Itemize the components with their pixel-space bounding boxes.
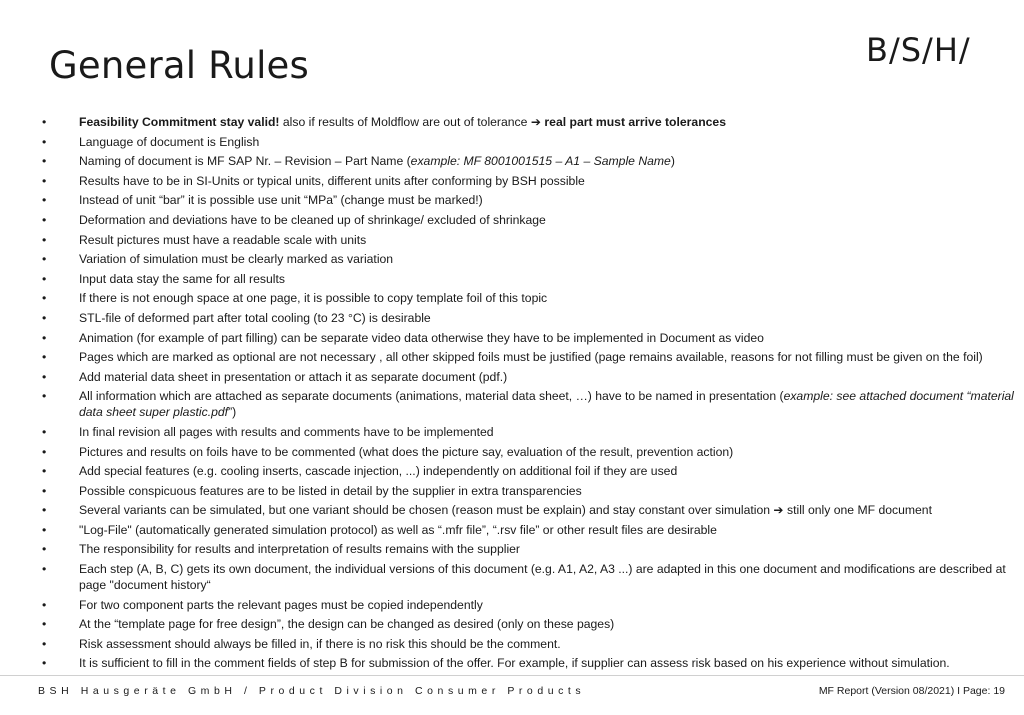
rule-item <box>0 424 1024 440</box>
rule-item <box>0 541 1024 557</box>
rule-text: Possible conspicuous features are to be listed in detail by the supplier in extra transparencies <box>79 483 582 498</box>
rule-item <box>0 232 1024 248</box>
rule-text: Pictures and results on foils have to be commented (what does the picture say, evaluation of the result, prevention action) <box>79 444 734 459</box>
rule-text: Each step (A, B, C) gets its own document, the individual versions of this document (e.g. A1, A2, A3 ...) are adapted in this one document and modifications are described at page "document history“ <box>79 562 1006 593</box>
bullet-icon: • <box>42 330 47 345</box>
rule-item <box>0 502 1024 518</box>
bullet-icon: • <box>42 542 47 557</box>
bullet-icon: • <box>42 173 47 188</box>
rule-bold-tail: real part must arrive tolerances <box>544 115 726 129</box>
bullet-icon: • <box>42 444 47 459</box>
rule-text-after: ) <box>670 154 675 169</box>
rule-text: Several variants can be simulated, but one variant should be chosen (reason must be explain) and stay constant over simulation <box>79 503 774 518</box>
rule-item <box>0 192 1024 208</box>
bullet-icon: • <box>42 350 47 365</box>
rule-item <box>0 444 1024 460</box>
rule-text: Pages which are marked as optional are not necessary , all other skipped foils must be justified (page remains available, reasons for not filling must be given on the foil) <box>79 350 983 365</box>
bullet-icon: • <box>42 310 47 325</box>
page-title: General Rules <box>49 44 309 87</box>
rule-text: also if results of Moldflow are out of tolerance <box>279 115 531 129</box>
rule-text: Variation of simulation must be clearly marked as variation <box>79 252 394 267</box>
bullet-icon: • <box>42 271 47 286</box>
rule-item <box>0 369 1024 385</box>
rule-item <box>0 655 1024 671</box>
bullet-icon: • <box>42 503 47 518</box>
bullet-icon: • <box>42 464 47 479</box>
arrow-right-icon: ➔ <box>530 115 542 129</box>
rule-item <box>0 310 1024 326</box>
bullet-icon: • <box>42 636 47 651</box>
rule-text: It is sufficient to fill in the comment fields of step B for submission of the offer. For example, if supplier can assess risk based on his experience without simulation. <box>79 656 950 671</box>
bullet-icon: • <box>42 134 47 149</box>
rule-text: At the “template page for free design”, the design can be changed as desired (only on these pages) <box>79 617 615 632</box>
rule-text: Risk assessment should always be filled in, if there is no risk this should be the comment. <box>79 636 561 651</box>
rule-text: If there is not enough space at one page, it is possible to copy template foil of this topic <box>79 291 548 306</box>
rule-item <box>0 388 1024 420</box>
bullet-icon: • <box>42 597 47 612</box>
rule-item <box>0 173 1024 189</box>
rule-text-tail: still only one MF document <box>787 503 932 518</box>
rule-italic: example: see attached document “material data sheet super plastic.pdf <box>79 389 1014 420</box>
rule-text: For two component parts the relevant pages must be copied independently <box>79 597 483 612</box>
bullet-icon: • <box>42 115 47 129</box>
rule-italic: example: MF 8001001515 – A1 – Sample Name <box>410 154 671 169</box>
rule-item <box>0 636 1024 652</box>
footer-divider <box>0 675 1024 676</box>
rule-item <box>0 251 1024 267</box>
bullet-icon: • <box>42 656 47 671</box>
rule-text: The responsibility for results and interpretation of results remains with the supplier <box>79 542 520 557</box>
rule-text: In final revision all pages with results and comments have to be implemented <box>79 424 494 439</box>
bullet-icon: • <box>42 252 47 267</box>
rule-text: Instead of unit “bar” it is possible use unit “MPa” (change must be marked!) <box>79 193 483 208</box>
rule-text: Add special features (e.g. cooling inserts, cascade injection, ...) independently on additional foil if they are used <box>79 464 678 479</box>
bullet-icon: • <box>42 617 47 632</box>
bullet-icon: • <box>42 424 47 439</box>
arrow-right-icon: ➔ <box>773 503 784 518</box>
rule-item <box>0 597 1024 613</box>
rule-item <box>0 616 1024 632</box>
rule-text: Input data stay the same for all results <box>79 271 285 286</box>
rule-item <box>0 483 1024 499</box>
bullet-icon: • <box>42 562 47 577</box>
rule-item <box>0 349 1024 365</box>
rule-item <box>0 463 1024 479</box>
rule-item <box>0 330 1024 346</box>
footer-page-info: MF Report (Version 08/2021) I Page: 19 <box>818 685 1005 697</box>
bullet-icon: • <box>42 212 47 227</box>
rule-item <box>0 134 1024 150</box>
rules-list <box>0 114 1024 675</box>
bullet-icon: • <box>42 193 47 208</box>
bullet-icon: • <box>42 232 47 247</box>
bullet-icon: • <box>42 389 47 404</box>
bullet-icon: • <box>42 522 47 537</box>
bullet-icon: • <box>42 291 47 306</box>
bullet-icon: • <box>42 154 47 169</box>
rule-text: Language of document is English <box>79 134 260 149</box>
rule-text: Naming of document is MF SAP Nr. – Revision – Part Name ( <box>79 154 411 169</box>
rule-text: STL-file of deformed part after total cooling (to 23 °C) is desirable <box>79 310 431 325</box>
footer-company: BSH Hausgeräte GmbH / Product Division Consumer Products <box>38 685 586 697</box>
rule-item <box>0 271 1024 287</box>
bullet-icon: • <box>42 369 47 384</box>
rule-text: Result pictures must have a readable scale with units <box>79 232 367 247</box>
rule-text: All information which are attached as separate documents (animations, material data sheet, …) have to be named in presentation ( <box>79 389 784 404</box>
rule-text: Animation (for example of part filling) can be separate video data otherwise they have to be implemented in Document as video <box>79 330 764 345</box>
rule-item <box>0 114 1024 130</box>
bsh-logo: B/S/H/ <box>866 31 971 69</box>
rule-text: Add material data sheet in presentation or attach it as separate document (pdf.) <box>79 369 508 384</box>
rule-item <box>0 212 1024 228</box>
rule-item <box>0 561 1024 593</box>
rule-item <box>0 522 1024 538</box>
rule-item <box>0 153 1024 169</box>
rule-text: "Log-File" (automatically generated simulation protocol) as well as “.mfr file”, “.rsv file” or other result files are desirable <box>79 522 717 537</box>
rule-bold-lead: Feasibility Commitment stay valid! <box>79 115 280 129</box>
rule-item <box>0 290 1024 306</box>
bullet-icon: • <box>42 483 47 498</box>
rule-text-after: ”) <box>228 405 237 420</box>
rule-text: Results have to be in SI-Units or typical units, different units after conforming by BSH possible <box>79 173 585 188</box>
rule-text: Deformation and deviations have to be cleaned up of shrinkage/ excluded of shrinkage <box>79 212 546 227</box>
